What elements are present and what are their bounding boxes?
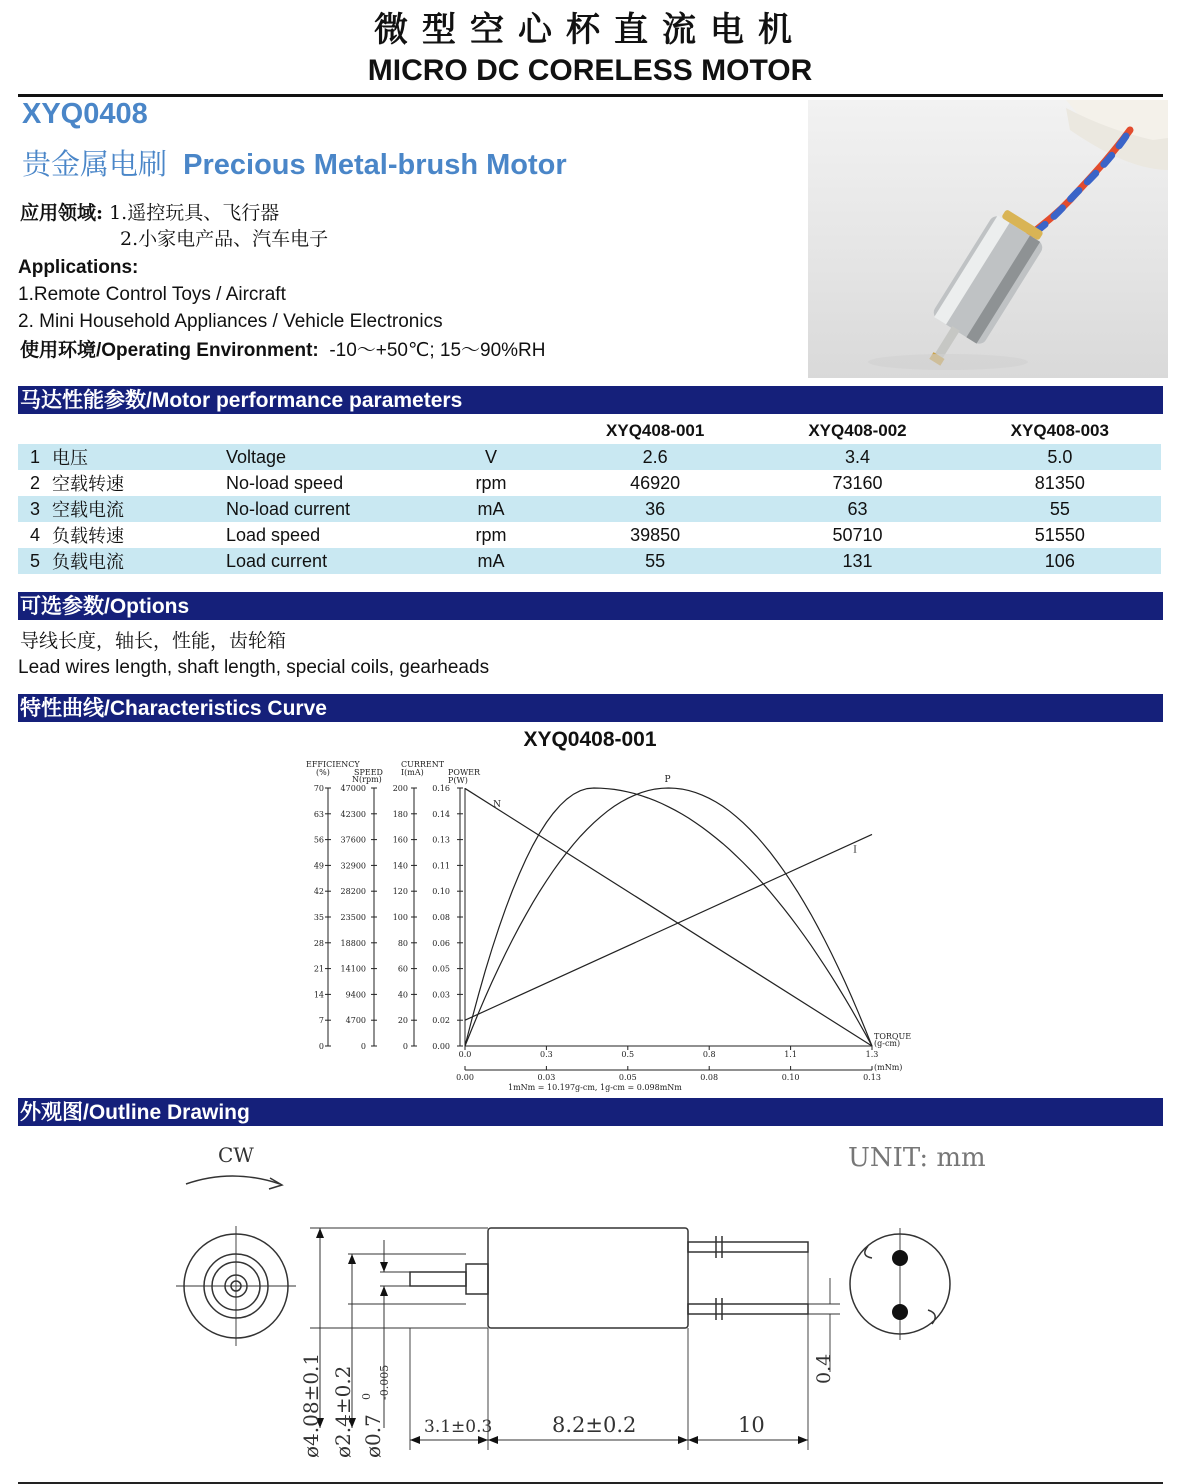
power-tick: 0.03: [432, 990, 450, 1000]
speed-tick: 42300: [340, 809, 366, 819]
axis-header-efficiency: EFFICIENCY: [306, 760, 360, 769]
options-cn: 导线长度，轴长，性能，齿轮箱: [20, 630, 287, 652]
section-options-heading: 可选参数/Options: [18, 592, 1163, 620]
param-name-en: Voltage: [226, 444, 428, 470]
torque-mnm-tick: 0.00: [456, 1073, 474, 1082]
speed-tick: 28200: [340, 887, 366, 897]
efficiency-tick: 42: [313, 887, 324, 897]
applications-cn-item2: 2.小家电产品、汽车电子: [120, 228, 329, 250]
applications-en-label: Applications:: [18, 257, 139, 278]
power-tick: 0.05: [432, 964, 450, 974]
dim-wire-length: 10: [738, 1413, 765, 1437]
speed-tick: 0: [360, 1042, 366, 1051]
motor-shaft: [410, 1272, 466, 1286]
subtitle: [22, 142, 567, 183]
options-en: Lead wires length, shaft length, special coils, gearheads: [18, 657, 490, 678]
section-curve-heading: 特性曲线/Characteristics Curve: [18, 694, 1163, 722]
param-name-en: No-load speed: [226, 472, 344, 493]
dim-shaft-tol-lower: -0.005: [378, 1364, 391, 1400]
current-tick: 120: [392, 887, 408, 897]
model-header: XYQ408-003: [1010, 421, 1109, 440]
dim-shaft-length: 3.1±0.3: [424, 1417, 493, 1437]
operating-environment: [20, 338, 546, 364]
table-row: [18, 522, 1161, 548]
row-number: 2: [29, 472, 40, 493]
efficiency-tick: 0: [318, 1042, 324, 1051]
param-value: 50710: [832, 524, 883, 545]
param-value: 51550: [1034, 524, 1085, 545]
title-chinese: 微型空心杯直流电机: [374, 10, 806, 50]
current-tick: 180: [392, 809, 408, 819]
param-name-cn: 负载转速: [52, 526, 124, 547]
torque-mnm-tick: 0.13: [863, 1073, 881, 1082]
env-label: 使用环境/Operating Environment:: [20, 340, 319, 361]
efficiency-tick: 28: [313, 938, 324, 948]
dim-boss-diameter: ø2.4±0.2: [331, 1365, 355, 1458]
param-value: 46920: [630, 472, 681, 493]
efficiency-tick: 63: [313, 809, 324, 819]
param-value: 5.0: [959, 444, 1161, 470]
dim-shaft-diameter: ø0.7: [361, 1414, 385, 1458]
power-tick: 0.00: [432, 1042, 450, 1051]
power-tick: 0.10: [432, 887, 450, 897]
applications-en-item1: 1.Remote Control Toys / Aircraft: [18, 284, 286, 305]
series-current-label: I: [853, 845, 857, 856]
dim-body-diameter: ø4.08±0.1: [299, 1352, 323, 1458]
param-name-en: No-load current: [226, 496, 428, 522]
speed-tick: 18800: [340, 938, 366, 948]
power-tick: 0.02: [432, 1016, 450, 1026]
param-name-en: Load speed: [226, 524, 321, 545]
rotation-label: CW: [218, 1143, 254, 1167]
param-value: 81350: [1034, 472, 1085, 493]
current-tick: 20: [397, 1016, 408, 1026]
current-tick: 160: [392, 835, 408, 845]
param-name-cn: 空载电流: [52, 496, 226, 522]
series-speed-label: N: [493, 800, 502, 811]
torque-tick: 0.3: [540, 1050, 553, 1059]
header-rule: [18, 94, 1163, 97]
model-header: XYQ408-001: [606, 421, 705, 440]
axis-header-power: POWER: [448, 768, 481, 777]
efficiency-tick: 21: [313, 964, 324, 974]
efficiency-tick: 70: [313, 784, 324, 793]
series-power-label: P: [664, 775, 671, 785]
param-value: 3.4: [756, 444, 958, 470]
power-tick: 0.16: [432, 784, 450, 793]
dim-terminal: 0.4: [813, 1353, 835, 1384]
speed-tick: 4700: [345, 1016, 366, 1026]
table-row: [18, 496, 1161, 522]
power-tick: 0.14: [432, 809, 450, 819]
cw-arrow-head: [269, 1178, 282, 1189]
dim-shaft-tol-upper: 0: [360, 1393, 373, 1400]
outline-drawing: [0, 1128, 1180, 1484]
section-performance-heading: 马达性能参数/Motor performance parameters: [18, 386, 1163, 414]
param-unit: mA: [428, 548, 554, 574]
torque-tick: 1.3: [865, 1050, 879, 1059]
param-name-cn: 负载电流: [52, 548, 226, 574]
dim-body-length: 8.2±0.2: [552, 1413, 637, 1437]
series-speed-line: [465, 788, 872, 1046]
power-tick: 0.08: [432, 913, 450, 922]
current-tick: 100: [392, 913, 408, 922]
torque-tick: 0.0: [458, 1050, 472, 1059]
rear-view-notch: [865, 1246, 872, 1258]
axis-header-speed: SPEED: [354, 768, 383, 777]
param-value: 73160: [832, 472, 883, 493]
param-value: 36: [554, 496, 756, 522]
current-tick: 80: [397, 938, 408, 948]
speed-tick: 32900: [340, 861, 366, 871]
row-number: 4: [29, 524, 40, 545]
motor-photo: [808, 100, 1168, 378]
lead-wire-top: [688, 1242, 808, 1252]
efficiency-tick: 49: [313, 861, 324, 871]
speed-tick: 47000: [340, 784, 366, 793]
series-current-line: [465, 834, 872, 1020]
param-value: 106: [959, 548, 1161, 574]
characteristics-chart: [290, 756, 930, 1096]
model-number: XYQ0408: [22, 98, 148, 130]
axis-header-torque-mnm-unit: (mNm): [874, 1063, 903, 1072]
axis-header-torque-unit: (g-cm): [874, 1039, 901, 1048]
table-header-row: [18, 418, 1161, 444]
current-tick: 140: [392, 861, 408, 871]
performance-table: [18, 418, 1161, 574]
motor-photo-illustration: [808, 100, 1168, 378]
table-row: [18, 470, 1161, 496]
row-number: 3: [18, 496, 52, 522]
axis-header-speed-unit: N(rpm): [352, 775, 382, 784]
axis-header-power-unit: P(W): [448, 776, 468, 785]
axis-header-efficiency-unit: (%): [316, 768, 330, 777]
torque-tick: 0.5: [621, 1050, 635, 1059]
efficiency-tick: 14: [313, 990, 324, 1000]
table-row: [18, 548, 1161, 574]
model-header: XYQ408-002: [808, 421, 907, 440]
motor-boss: [466, 1264, 488, 1294]
param-unit: V: [428, 444, 554, 470]
current-tick: 200: [392, 784, 408, 793]
applications-cn-label: 应用领域:: [20, 202, 104, 224]
unit-label: UNIT: mm: [848, 1143, 986, 1173]
power-tick: 0.11: [432, 861, 450, 871]
efficiency-tick: 7: [318, 1016, 324, 1026]
param-unit: rpm: [475, 472, 507, 493]
applications-cn-1: [20, 200, 279, 226]
axis-header-current: CURRENT: [401, 760, 445, 769]
motor-body: [488, 1228, 688, 1328]
param-unit: mA: [428, 496, 554, 522]
current-tick: 40: [397, 990, 408, 1000]
front-view-centerlines: [176, 1226, 296, 1346]
axis-header-current-unit: I(mA): [401, 768, 424, 777]
current-tick: 0: [402, 1042, 408, 1051]
applications-en-item2: 2. Mini Household Appliances / Vehicle Electronics: [18, 311, 443, 332]
chart-title: XYQ0408-001: [523, 728, 657, 751]
rear-terminal-bottom: [892, 1304, 908, 1320]
param-value: 55: [554, 548, 756, 574]
torque-mnm-tick: 0.08: [700, 1073, 719, 1082]
section-outline-heading: 外观图/Outline Drawing: [18, 1098, 1163, 1126]
param-value: 131: [756, 548, 958, 574]
title-english: MICRO DC CORELESS MOTOR: [367, 54, 813, 87]
torque-tick: 1.1: [784, 1050, 797, 1059]
speed-tick: 37600: [340, 835, 366, 845]
param-value: 55: [959, 496, 1161, 522]
cw-arrow: [186, 1176, 280, 1184]
param-unit: rpm: [475, 524, 507, 545]
subtitle-english: Precious Metal-brush Motor: [183, 149, 567, 181]
speed-tick: 23500: [340, 913, 366, 922]
param-name-en: Load current: [226, 548, 428, 574]
param-value: 39850: [630, 524, 681, 545]
lead-wire-bottom: [688, 1304, 808, 1314]
speed-tick: 9400: [345, 990, 366, 1000]
current-tick: 60: [397, 964, 408, 974]
power-tick: 0.13: [432, 835, 450, 845]
torque-mnm-tick: 0.05: [618, 1073, 637, 1082]
param-name-cn: 电压: [52, 444, 226, 470]
efficiency-tick: 35: [313, 913, 324, 922]
torque-mnm-tick: 0.10: [781, 1073, 800, 1082]
wire-ticks: [716, 1236, 722, 1320]
efficiency-tick: 56: [313, 835, 324, 845]
param-value: 2.6: [554, 444, 756, 470]
subtitle-chinese: 贵金属电刷: [22, 147, 168, 181]
power-tick: 0.06: [432, 938, 450, 948]
axis-header-torque: TORQUE: [874, 1032, 912, 1041]
param-value: 63: [756, 496, 958, 522]
torque-tick: 0.8: [702, 1050, 716, 1059]
row-number: 5: [18, 548, 52, 574]
row-number: 1: [18, 444, 52, 470]
applications-cn-item1: 1.遥控玩具、飞行器: [109, 202, 280, 224]
torque-mnm-tick: 0.03: [537, 1073, 556, 1082]
rear-terminal-top: [892, 1250, 908, 1266]
chart-footnote: 1mNm = 10.197g-cm, 1g-cm = 0.098mNm: [508, 1083, 682, 1092]
speed-tick: 14100: [340, 964, 366, 974]
param-name-cn: 空载转速: [52, 474, 124, 495]
table-row: [18, 444, 1161, 470]
env-value: -10～+50℃; 15～90%RH: [329, 340, 546, 361]
